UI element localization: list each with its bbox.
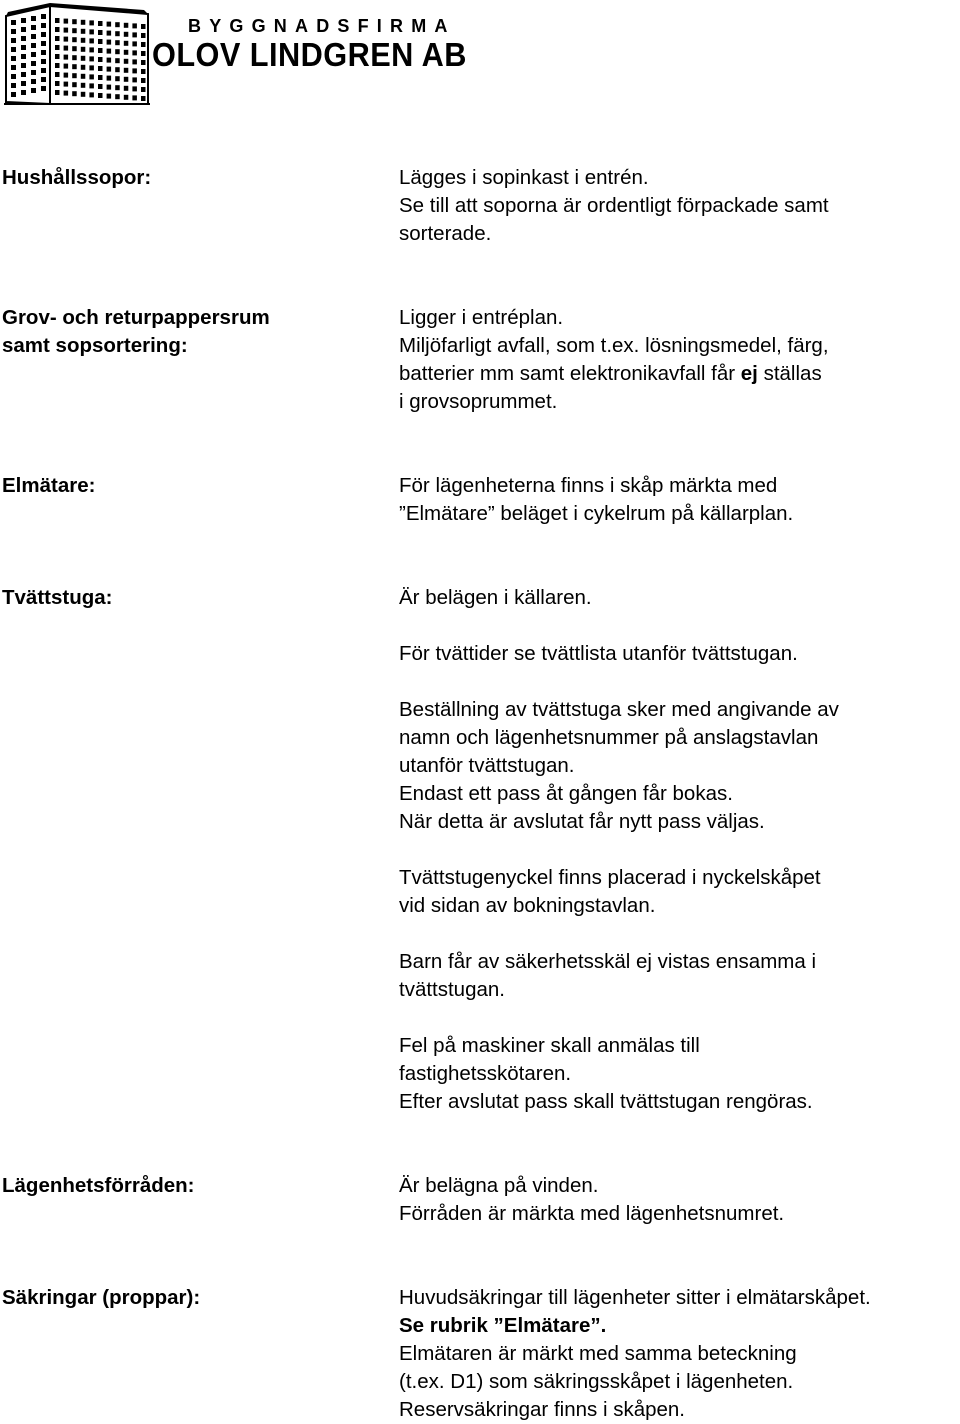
- text-line: utanför tvättstugan.: [399, 754, 575, 777]
- text-line: När detta är avslutat får nytt pass väljas.: [399, 810, 765, 833]
- building-illustration-icon: [4, 2, 150, 106]
- section-content: [399, 1284, 960, 1424]
- text-line: Reservsäkringar finns i skåpen.: [399, 1398, 685, 1421]
- text-line: För tvättider se tvättlista utanför tvättstugan.: [399, 642, 798, 665]
- label-line: Lägenhetsförråden:: [2, 1174, 195, 1197]
- section-content: [399, 584, 960, 1116]
- text-line: vid sidan av bokningstavlan.: [399, 894, 656, 917]
- text-line: För lägenheterna finns i skåp märkta med: [399, 474, 778, 497]
- text-segment: ställas: [757, 362, 822, 385]
- text-line: Huvudsäkringar till lägenheter sitter i elmätarskåpet.: [399, 1286, 871, 1309]
- paragraph: [399, 864, 960, 920]
- text-line: (t.ex. D1) som säkringsskåpet i lägenheten.: [399, 1370, 794, 1393]
- text-line: Tvättstugenyckel finns placerad i nyckelskåpet: [399, 866, 821, 889]
- text-line: Miljöfarligt avfall, som t.ex. lösningsmedel, färg,: [399, 334, 829, 357]
- text-segment: batterier mm samt elektronikavfall får: [399, 362, 741, 385]
- label-line: Hushållssopor:: [2, 166, 152, 189]
- section-content: [399, 164, 960, 248]
- text-line: i grovsoprummet.: [399, 390, 558, 413]
- text-line: Efter avslutat pass skall tvättstugan rengöras.: [399, 1090, 813, 1113]
- text-line: Se rubrik ”Elmätare”.: [399, 1314, 607, 1337]
- text-line: Se till att soporna är ordentligt förpackade samt: [399, 194, 829, 217]
- text-line: sorterade.: [399, 222, 492, 245]
- paragraph: [399, 640, 960, 668]
- section-content: [399, 1172, 960, 1228]
- text-line: Är belägen i källaren.: [399, 586, 592, 609]
- paragraph: [399, 696, 960, 836]
- paragraph: [399, 584, 960, 612]
- label-line: samt sopsortering:: [2, 334, 188, 357]
- section-label: [2, 304, 270, 360]
- paragraph: [399, 1032, 960, 1116]
- text-line: Ligger i entréplan.: [399, 306, 564, 329]
- paragraph: [399, 948, 960, 1004]
- section-content: [399, 304, 960, 416]
- label-line: Elmätare:: [2, 474, 96, 497]
- label-line: Säkringar (proppar):: [2, 1286, 201, 1309]
- company-prefix: BYGGNADSFIRMA: [188, 16, 456, 36]
- text-line: namn och lägenhetsnummer på anslagstavlan: [399, 726, 819, 749]
- text-line: Elmätaren är märkt med samma beteckning: [399, 1342, 797, 1365]
- company-name: OLOV LINDGREN AB: [152, 36, 467, 73]
- text-line: tvättstugan.: [399, 978, 505, 1001]
- emphasis-text: ej: [740, 362, 758, 385]
- section-label: [2, 584, 112, 612]
- label-line: Grov- och returpappersrum: [2, 306, 270, 329]
- text-line: fastighetsskötaren.: [399, 1062, 572, 1085]
- text-line: [399, 360, 960, 388]
- label-line: Tvättstuga:: [2, 586, 113, 609]
- text-line: Lägges i sopinkast i entrén.: [399, 166, 649, 189]
- text-line: ”Elmätare” beläget i cykelrum på källarplan.: [399, 502, 794, 525]
- text-line: Endast ett pass åt gången får bokas.: [399, 782, 733, 805]
- text-line: Är belägna på vinden.: [399, 1174, 599, 1197]
- text-line: Barn får av säkerhetsskäl ej vistas ensamma i: [399, 950, 816, 973]
- section-content: [399, 472, 960, 528]
- text-line: Fel på maskiner skall anmälas till: [399, 1034, 700, 1057]
- text-line: Beställning av tvättstuga sker med angivande av: [399, 698, 839, 721]
- section-label: [2, 472, 95, 500]
- text-line: Förråden är märkta med lägenhetsnumret.: [399, 1202, 785, 1225]
- page-header: [0, 0, 960, 110]
- section-label: [2, 1172, 195, 1200]
- section-label: [2, 1284, 200, 1312]
- section-label: [2, 164, 151, 192]
